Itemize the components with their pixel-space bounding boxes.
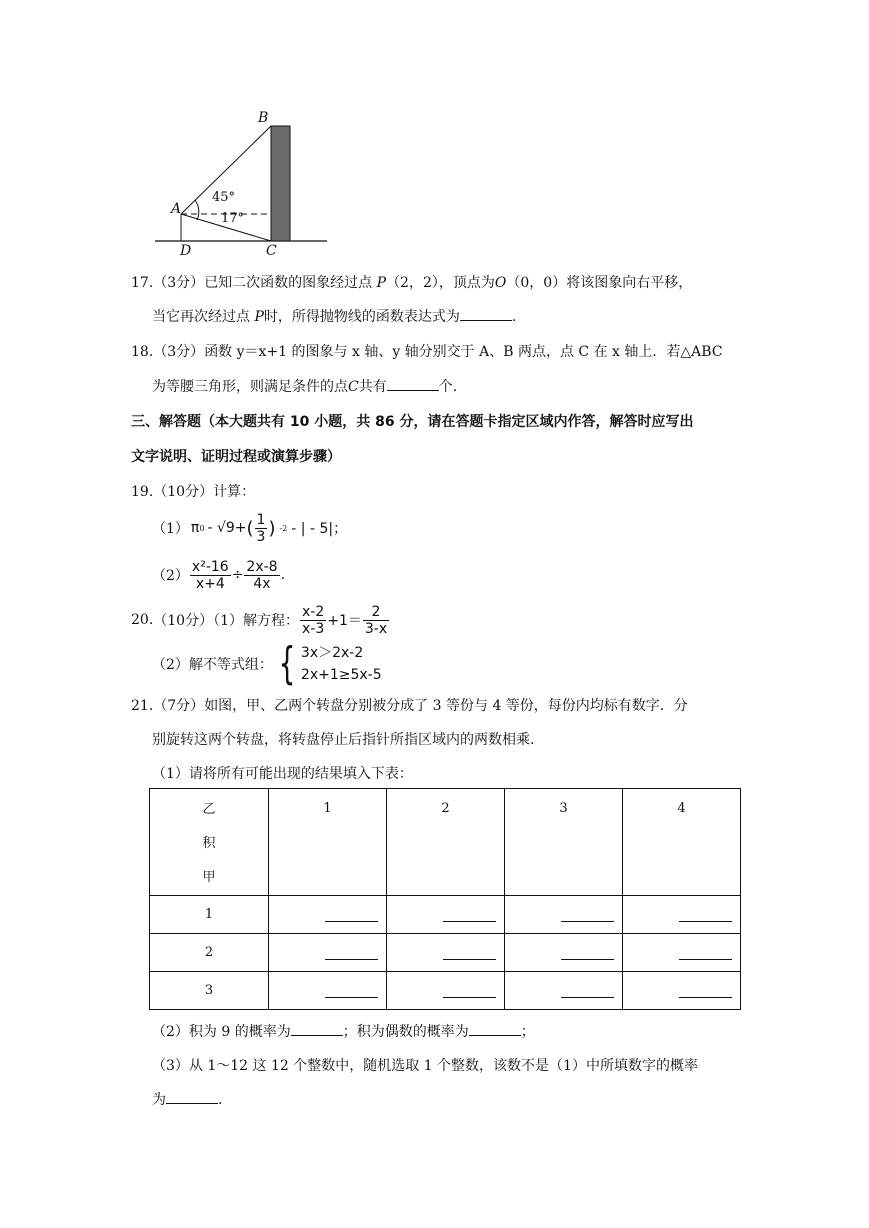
q21-text: 如图，甲、乙两个转盘分别被分成了 3 等份与 4 等份，每份内均标有数字．分 <box>204 698 688 714</box>
label-C: C <box>266 243 277 259</box>
q21-blank-prob9[interactable] <box>291 1021 343 1036</box>
q17-score: （3分） <box>153 275 205 291</box>
inequality-system <box>301 642 382 686</box>
q17-end: . <box>511 309 517 325</box>
q18-text: 函数 y＝x+1 的图象与 x 轴、y 轴分别交于 A、B 两点，点 C 在 x 轴上．若△ABC <box>204 344 723 360</box>
cell-blank[interactable] <box>561 996 614 998</box>
q17-line2 <box>152 306 516 326</box>
q21-score: （7分） <box>153 698 205 714</box>
header-label-jia: 甲 <box>202 870 216 885</box>
answer-cell[interactable] <box>623 972 741 1010</box>
section3-title-line2: 文字说明、证明过程或演算步骤） <box>131 449 341 465</box>
q18-point-C: C <box>348 379 359 395</box>
answer-cell[interactable] <box>623 896 741 934</box>
q17-line1 <box>131 272 692 292</box>
q21-part3-end: . <box>218 1092 223 1108</box>
frac-den: 3-x <box>364 620 388 637</box>
q18-text: 为等腰三角形，则满足条件的点 <box>152 379 348 395</box>
q17-text: （0，0）将该图象向右平移， <box>506 275 693 291</box>
section3-title-line1: 三、解答题（本大题共有 10 小题，共 86 分，请在答题卡指定区域内作答，解答时应写出 <box>131 414 694 430</box>
q21-number: 21. <box>131 698 154 714</box>
answer-cell[interactable] <box>387 972 505 1010</box>
q17-point-O: O <box>494 275 507 291</box>
q17-point-P: P <box>376 275 387 291</box>
angle-17-label: 17° <box>221 211 245 226</box>
fraction-2 <box>244 559 279 592</box>
header-corner-cell <box>150 789 269 896</box>
geometry-figure <box>150 108 330 260</box>
column-header: 1 <box>269 789 387 896</box>
q21-blank-prob-not[interactable] <box>166 1089 218 1104</box>
cell-blank[interactable] <box>679 920 732 922</box>
table-header-row <box>150 789 741 896</box>
answer-cell[interactable] <box>505 934 623 972</box>
q17-number: 17. <box>131 275 154 291</box>
frac-num: x²-16 <box>191 558 229 575</box>
frac-den: 3 <box>256 528 266 545</box>
frac-num: 2x-8 <box>246 558 278 575</box>
building-rect <box>271 126 290 241</box>
q19-heading <box>131 481 255 501</box>
answer-cell[interactable] <box>623 934 741 972</box>
q18-number: 18. <box>131 344 154 360</box>
fraction-1 <box>190 559 231 592</box>
q18-score: （3分） <box>153 344 205 360</box>
divide-sign: ÷ <box>231 567 244 583</box>
table-row <box>150 934 741 972</box>
cell-blank[interactable] <box>325 996 378 998</box>
table-row <box>150 896 741 934</box>
answer-cell[interactable] <box>269 972 387 1010</box>
sqrt-term: - √9+ <box>207 520 247 536</box>
cell-blank[interactable] <box>443 958 496 960</box>
q20-score: （10分）（1）解方程： <box>153 613 299 629</box>
q20-part1 <box>131 600 390 640</box>
frac-num: 2 <box>363 604 389 621</box>
exponent-neg2: -2 <box>279 523 288 533</box>
q17-text: （2，2），顶点为 <box>386 275 495 291</box>
cell-blank[interactable] <box>443 920 496 922</box>
q19-part2-label: （2） <box>152 568 189 584</box>
q20-part2-label: （2）解不等式组： <box>152 657 273 673</box>
q18-text: 个. <box>438 379 458 395</box>
q19-part1: （1） π 0 - √9+ ( $\frac{1}{3}$ ) -2 - | - 5|； <box>152 511 348 545</box>
q21-part3-text: 为 <box>152 1092 166 1108</box>
q19-part1-label: （1） <box>152 521 189 537</box>
pi-symbol: π <box>190 520 200 536</box>
angle-arc <box>195 200 199 220</box>
cell-blank[interactable] <box>325 958 378 960</box>
column-header: 2 <box>387 789 505 896</box>
answer-cell[interactable] <box>269 934 387 972</box>
q21-blank-prob-even[interactable] <box>469 1021 521 1036</box>
eq-fraction-1 <box>300 604 326 637</box>
frac-num: x-2 <box>302 603 325 620</box>
cell-blank[interactable] <box>325 920 378 922</box>
q21-part2 <box>152 1021 535 1041</box>
results-table <box>149 788 741 1010</box>
inequality-2: 2x+1≥5x-5 <box>300 667 382 683</box>
abs-term: - | - 5|； <box>291 521 348 537</box>
frac-num: 1 <box>256 511 266 528</box>
column-header: 4 <box>623 789 741 896</box>
label-D: D <box>180 243 192 259</box>
q17-text: 当它再次经过点 <box>152 309 250 325</box>
cell-blank[interactable] <box>561 920 614 922</box>
q21-part2-text: ；积为偶数的概率为 <box>342 1024 469 1040</box>
q21-line2: 别旋转这两个转盘，将转盘停止后指针所指区域内的两数相乘. <box>152 732 535 748</box>
column-header: 3 <box>505 789 623 896</box>
label-A: A <box>171 201 182 217</box>
cell-blank[interactable] <box>679 996 732 998</box>
answer-cell[interactable] <box>269 896 387 934</box>
exponent-zero: 0 <box>199 523 205 533</box>
answer-cell[interactable] <box>387 896 505 934</box>
q17-text: 已知二次函数的图象经过点 <box>204 275 373 291</box>
q17-point-P: P <box>254 309 264 325</box>
frac-den: 4x <box>253 575 271 592</box>
q21-part1: （1）请将所有可能出现的结果填入下表： <box>152 766 413 782</box>
q21-line1 <box>131 695 688 715</box>
q19-score: （10分）计算： <box>153 484 256 500</box>
q21-part3-line2 <box>152 1089 222 1109</box>
q17-text: 时，所得抛物线的函数表达式为 <box>263 309 460 325</box>
table-row <box>150 972 741 1010</box>
q18-answer-blank[interactable] <box>387 376 439 391</box>
row-header: 1 <box>150 896 269 934</box>
brace-icon: { <box>278 638 296 689</box>
cell-blank[interactable] <box>443 996 496 998</box>
answer-cell[interactable] <box>387 934 505 972</box>
row-header: 3 <box>150 972 269 1010</box>
q19-number: 19. <box>131 484 154 500</box>
header-label-ji: 积 <box>202 836 216 851</box>
eq-fraction-2 <box>363 604 389 637</box>
frac-den: x-3 <box>302 620 325 637</box>
q20-number: 20. <box>131 612 154 628</box>
inequality-1: 3x＞2x-2 <box>300 645 364 661</box>
angle-45-label: 45° <box>212 190 236 205</box>
q18-line1 <box>131 341 723 361</box>
answer-cell[interactable] <box>505 972 623 1010</box>
fraction-one-third <box>255 512 268 545</box>
frac-den: x+4 <box>195 575 225 592</box>
q18-line2 <box>152 376 457 396</box>
q17-answer-blank[interactable] <box>460 306 512 321</box>
q21-part2-text: （2）积为 9 的概率为 <box>152 1024 291 1040</box>
label-B: B <box>258 110 269 126</box>
row-header: 2 <box>150 934 269 972</box>
cell-blank[interactable] <box>679 958 732 960</box>
q19-end: . <box>280 567 286 583</box>
q21-part2-end: ； <box>520 1024 535 1040</box>
q20-part2 <box>152 640 382 688</box>
answer-cell[interactable] <box>505 896 623 934</box>
eq-middle: +1＝ <box>327 613 362 629</box>
cell-blank[interactable] <box>561 958 614 960</box>
q21-part3-line1: （3）从 1～12 这 12 个整数中，随机选取 1 个整数，该数不是（1）中所填数字的概率 <box>152 1058 698 1074</box>
q18-text: 共有 <box>358 379 387 395</box>
q19-part2 <box>152 555 285 595</box>
header-label-yi: 乙 <box>202 802 216 817</box>
